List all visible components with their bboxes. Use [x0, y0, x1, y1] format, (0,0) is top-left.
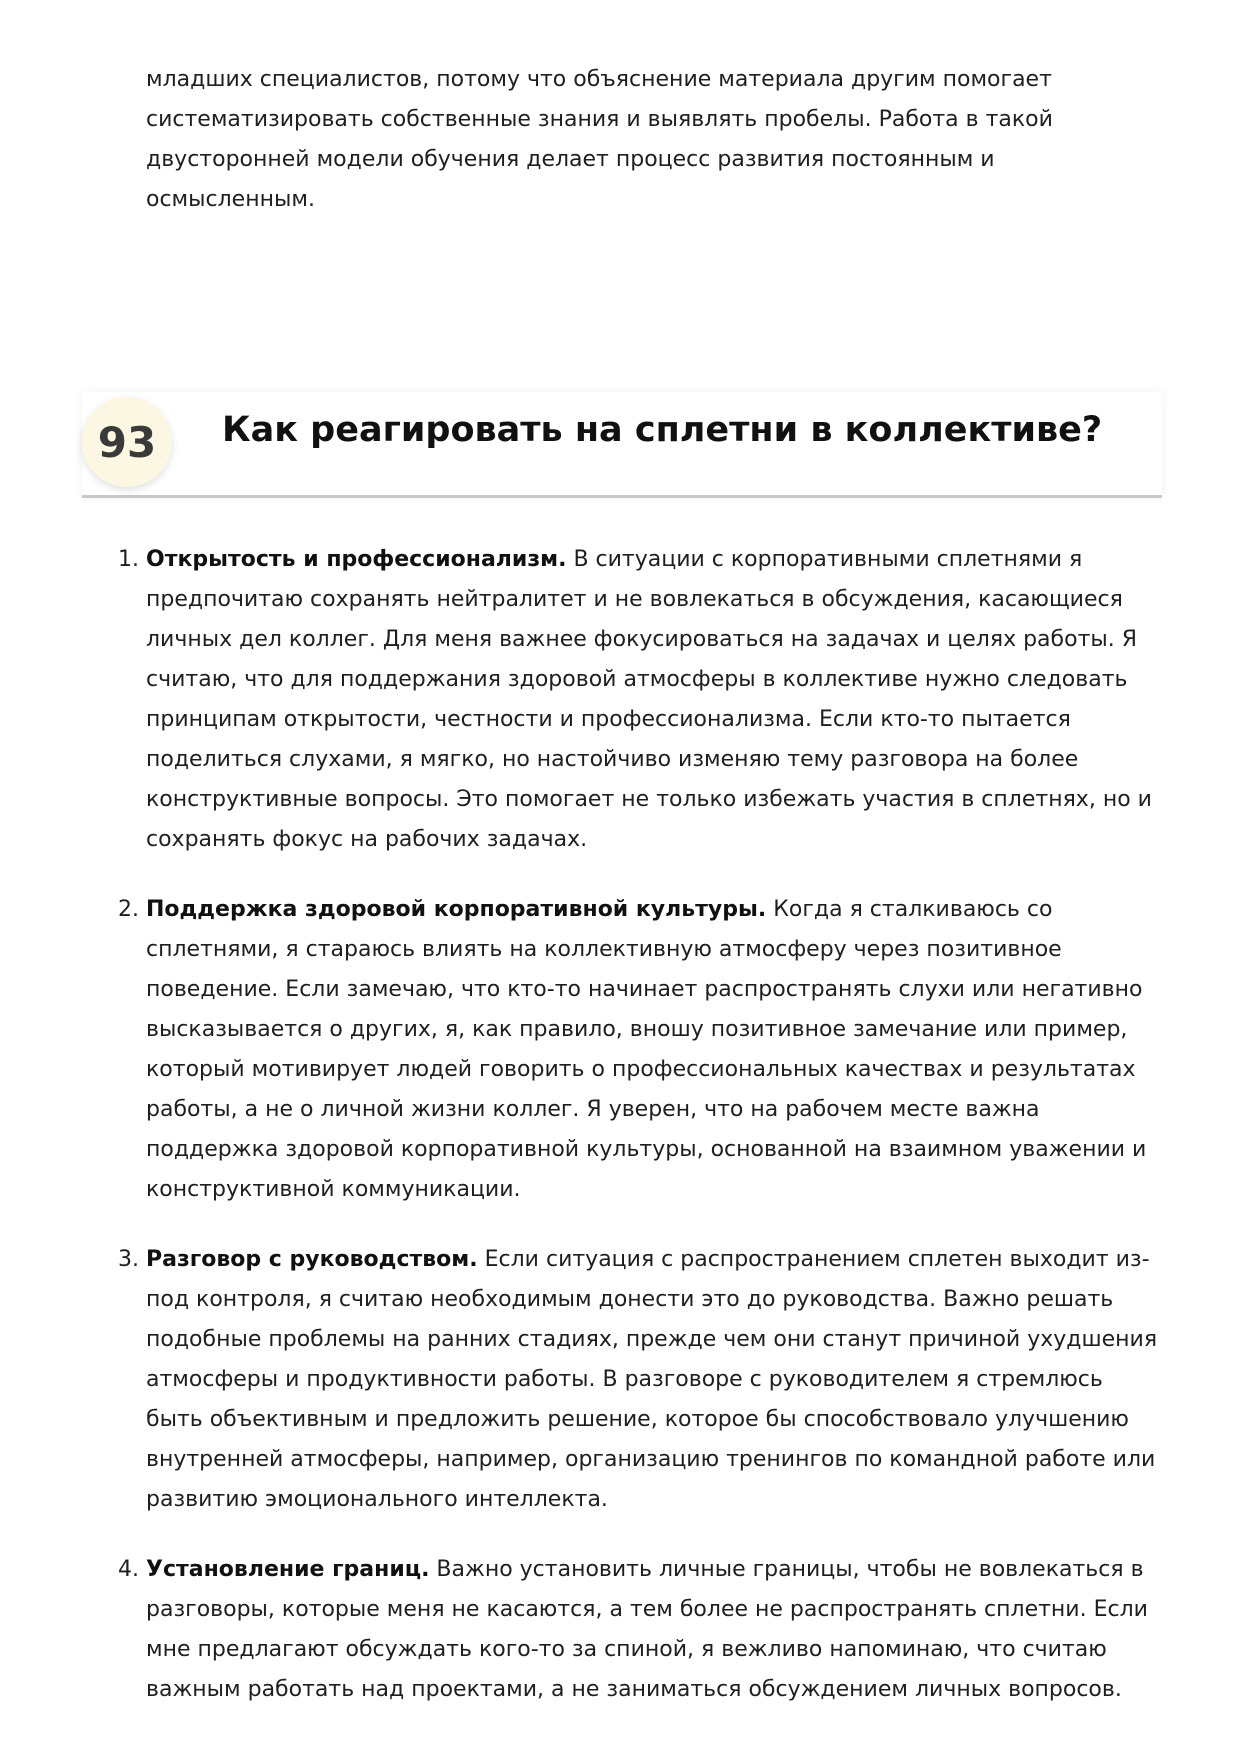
answer-item-4 [118, 1550, 1158, 1710]
answer-list [118, 540, 1158, 1740]
question-title: Как реагировать на сплетни в коллективе? [222, 410, 1103, 450]
answer-lead: Разговор с руководством. [146, 1247, 478, 1272]
answer-number: 4. [118, 1557, 139, 1582]
answer-item-3 [118, 1240, 1158, 1520]
answer-item-2 [118, 890, 1158, 1210]
answer-lead: Поддержка здоровой корпоративной культуры. [146, 897, 767, 922]
answer-text: Если ситуация с распространением сплетен выходит из-под контроля, я считаю необходимым донести это до руководства. Важно решать подобные проблемы на ранних стадиях, прежде чем они станут причиной ухудшения атмосферы и продуктивности работы. В разговоре с руководителем я стремлюсь быть объективным и предложить решение, которое бы способствовало улучшению внутренней атмосферы, например, организацию тренингов по командной работе или развитию эмоционального интеллекта. [146, 1247, 1158, 1512]
answer-text: Когда я сталкиваюсь со сплетнями, я стараюсь влиять на коллективную атмосферу через позитивное поведение. Если замечаю, что кто-то начинает распространять слухи или негативно высказывается о других, я, как правило, вношу позитивное замечание или пример, который мотивирует людей говорить о профессиональных качествах и результатах работы, а не о личной жизни коллег. Я уверен, что на рабочем месте важна поддержка здоровой корпоративной культуры, основанной на взаимном уважении и конструктивной коммуникации. [146, 897, 1147, 1202]
question-heading [82, 392, 1162, 502]
intro-paragraph: младших специалистов, потому что объяснение материала другим помогает систематизировать собственные знания и выявлять пробелы. Работа в такой двусторонней модели обучения делает процесс развития постоянным и осмысленным. [146, 67, 1053, 212]
answer-number: 1. [118, 547, 139, 572]
answer-lead: Установление границ. [146, 1557, 430, 1582]
answer-text: В ситуации с корпоративными сплетнями я предпочитаю сохранять нейтралитет и не вовлекаться в обсуждения, касающиеся личных дел коллег. Для меня важнее фокусироваться на задачах и целях работы. Я считаю, что для поддержания здоровой атмосферы в коллективе нужно следовать принципам открытости, честности и профессионализма. Если кто-то пытается поделиться слухами, я мягко, но настойчиво изменяю тему разговора на более конструктивные вопросы. Это помогает не только избежать участия в сплетнях, но и сохранять фокус на рабочих задачах. [146, 547, 1152, 852]
answer-lead: Открытость и профессионализм. [146, 547, 567, 572]
answer-number: 3. [118, 1247, 139, 1272]
answer-text: Важно установить личные границы, чтобы не вовлекаться в разговоры, которые меня не касаются, а тем более не распространять сплетни. Если мне предлагают обсуждать кого-то за спиной, я вежливо напоминаю, что считаю важным работать над проектами, а не заниматься обсуждением личных вопросов. [146, 1557, 1148, 1702]
answer-item-1 [118, 540, 1158, 860]
answer-number: 2. [118, 897, 139, 922]
question-number-badge: 93 [82, 397, 172, 487]
